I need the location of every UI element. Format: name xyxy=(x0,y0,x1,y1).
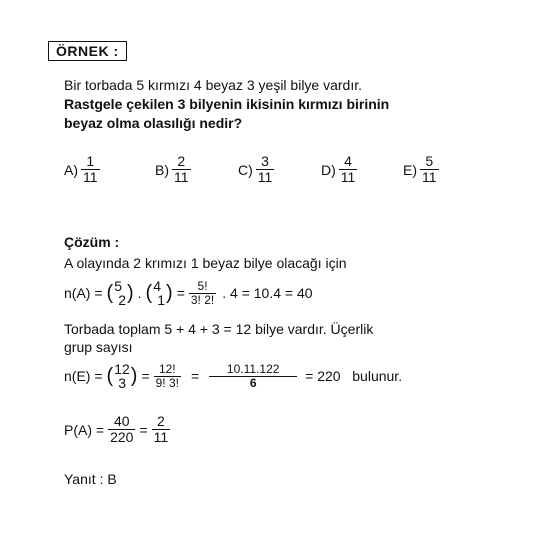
option-b xyxy=(155,154,191,185)
numerator: 2 xyxy=(152,414,171,430)
numerator: 2 xyxy=(172,154,191,170)
equals-sign: = xyxy=(139,421,148,438)
binomial: ( 12 3 ) xyxy=(106,361,138,391)
na-label: n(A) = xyxy=(64,285,103,301)
solution-line-1: A olayında 2 krımızı 1 beyaz bilye olacağı için xyxy=(64,255,347,271)
option-fraction xyxy=(256,154,275,185)
multiply-dot: . xyxy=(137,285,142,301)
numerator: 1 xyxy=(81,154,100,170)
na-formula xyxy=(64,279,313,307)
solution-line-3a: Torbada toplam 5 + 4 + 3 = 12 bilye vardır. Üçerlik xyxy=(64,321,374,337)
question-line-1: Bir torbada 5 kırmızı 4 beyaz 3 yeşil bilye vardır. xyxy=(64,77,363,93)
equals-sign: = xyxy=(176,285,185,301)
numerator: 12! xyxy=(154,363,181,377)
binomial: ( 5 2 ) xyxy=(106,278,134,308)
binom-top: 4 xyxy=(153,278,162,294)
solution-line-3b: grup sayısı xyxy=(64,339,133,355)
denominator: 11 xyxy=(153,429,169,445)
denominator: 11 xyxy=(340,169,356,185)
numerator: 3 xyxy=(256,154,275,170)
numerator: 40 xyxy=(108,414,135,430)
option-fraction xyxy=(420,154,439,185)
denominator: 220 xyxy=(110,429,134,445)
fraction xyxy=(154,363,181,390)
numerator: 5! xyxy=(189,280,216,294)
denominator: 11 xyxy=(83,169,98,185)
denominator: 11 xyxy=(257,169,273,185)
binom-bottom: 2 xyxy=(118,292,126,308)
solution-title: Çözüm : xyxy=(64,234,120,250)
option-c xyxy=(238,154,274,185)
option-letter: A) xyxy=(64,161,78,178)
option-fraction xyxy=(81,154,100,185)
ne-formula xyxy=(64,362,402,390)
option-letter: B) xyxy=(155,161,169,178)
fraction xyxy=(189,280,216,307)
numerator: 5 xyxy=(420,154,439,170)
binom-top: 12 xyxy=(114,361,130,377)
ne-label: n(E) = xyxy=(64,368,103,384)
equals-sign: = xyxy=(141,368,150,384)
binom-bottom: 1 xyxy=(157,292,166,308)
binom-top: 5 xyxy=(114,278,122,294)
question-line-3: beyaz olma olasılığı nedir? xyxy=(64,115,243,131)
option-fraction xyxy=(172,154,191,185)
question-line-2: Rastgele çekilen 3 bilyenin ikisinin kırmızı birinin xyxy=(64,96,390,112)
numerator: 4 xyxy=(339,154,358,170)
option-letter: E) xyxy=(403,161,417,178)
answer: Yanıt : B xyxy=(64,471,117,487)
example-label: ÖRNEK : xyxy=(48,41,127,61)
pa-label: P(A) = xyxy=(64,421,105,438)
option-fraction xyxy=(339,154,358,185)
fraction xyxy=(209,363,297,390)
option-letter: D) xyxy=(321,161,336,178)
denominator: 11 xyxy=(422,169,437,185)
ne-result: = 220 bulunur. xyxy=(305,368,403,384)
pa-formula xyxy=(64,414,170,445)
denominator: 6 xyxy=(249,375,257,390)
denominator: 9! 3! xyxy=(155,375,179,390)
option-letter: C) xyxy=(238,161,253,178)
numerator: 10.11.122 xyxy=(209,363,297,377)
na-result: . 4 = 10.4 = 40 xyxy=(222,285,313,301)
option-a xyxy=(64,154,100,185)
equals-sign: = xyxy=(190,368,200,384)
fraction xyxy=(108,414,135,445)
fraction xyxy=(152,414,171,445)
option-d xyxy=(321,154,357,185)
denominator: 3! 2! xyxy=(190,292,215,307)
binom-bottom: 3 xyxy=(118,375,126,391)
option-e xyxy=(403,154,439,185)
denominator: 11 xyxy=(174,169,189,185)
binomial: ( 4 1 ) xyxy=(145,278,173,308)
